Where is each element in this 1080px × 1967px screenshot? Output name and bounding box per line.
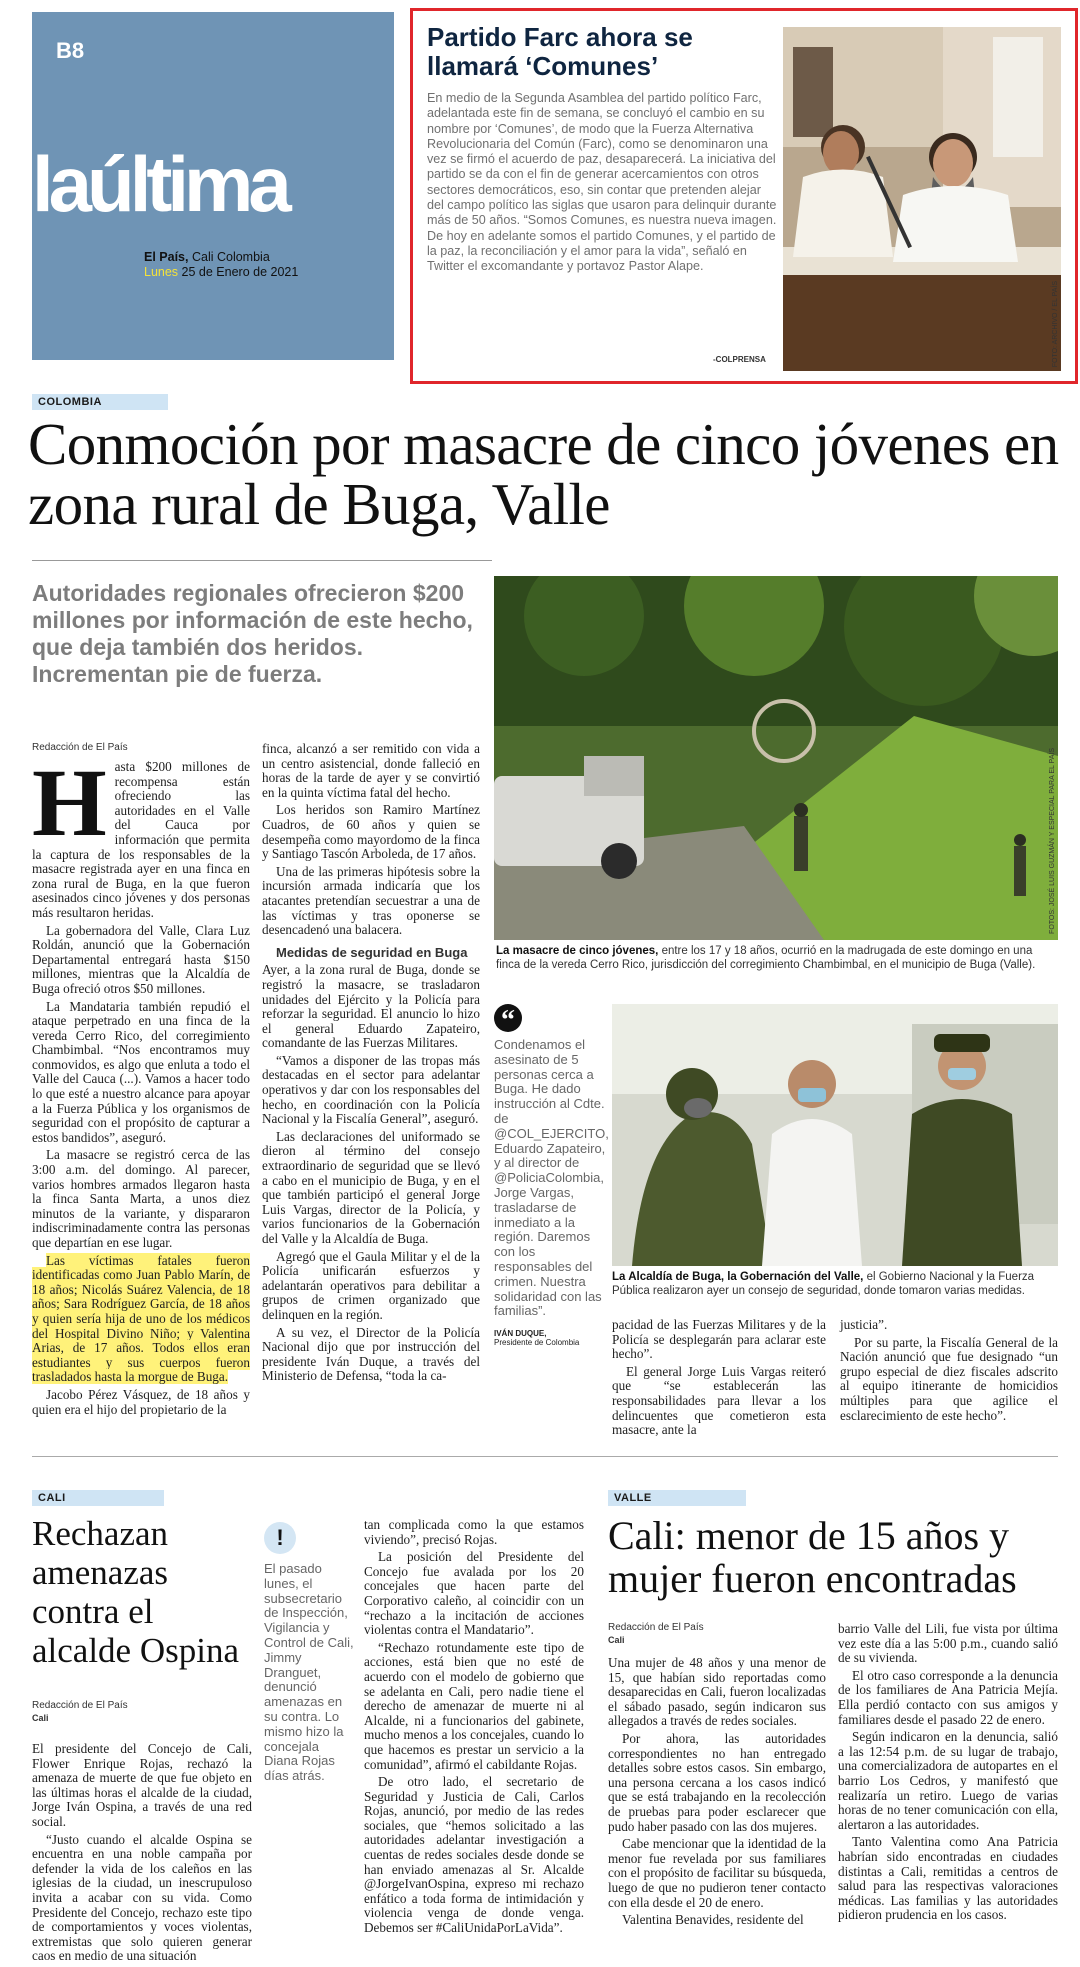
farc-photo bbox=[783, 27, 1061, 371]
main-paragraph: Las declaraciones del uniformado se dieron al término del consejo extraordinario de seguridad que se llevó a cabo en el municipio de Buga, y en el que también participó el general Jorge Luis Vargas, director de la Policía, y varios funcionarios de la Gobernación del Valle y la Alcaldía de Buga. bbox=[262, 1128, 480, 1246]
farc-source: -COLPRENSA bbox=[713, 355, 766, 364]
caption-lead: La Alcaldía de Buga, la Gobernación del Valle, bbox=[612, 1271, 864, 1283]
valle-headline: Cali: menor de 15 años y mujer fueron encontradas bbox=[608, 1513, 1017, 1601]
main-photo-massacre bbox=[494, 576, 1058, 940]
caption-text: entre los 17 y 18 años, ocurrió en la madrugada de este domingo en una finca de la vereda Cerro Rico, jurisdicción del corregimiento Chambimbal, en el municipio de Buga (Valle). bbox=[496, 945, 1036, 971]
section-tag-colombia: COLOMBIA bbox=[32, 394, 168, 410]
cali-column-1 bbox=[32, 1742, 252, 1967]
main-paragraph: A su vez, el Director de la Policía Nacional dijo que por instrucción del presidente Iván Duque, a través del Ministerio de Defensa, “toda la ca- bbox=[262, 1324, 480, 1384]
main-paragraph: justicia”. bbox=[840, 1317, 888, 1332]
quote-role: Presidente de Colombia bbox=[494, 1338, 580, 1348]
meeting-photo-image bbox=[612, 1004, 1058, 1266]
section-tag-cali: CALI bbox=[32, 1490, 164, 1506]
farc-title: Partido Farc ahora se llamará ‘Comunes’ bbox=[427, 22, 693, 81]
section-logo: laúltima bbox=[32, 140, 287, 228]
main-headline: Conmoción por masacre de cinco jóvenes en zona rural de Buga, Valle bbox=[28, 411, 1059, 537]
cali-paragraph: “Rechazo rotundamente este tipo de acciones, está bien que no esté de acuerdo con el modelo de gobierno que se adelanta en Cali, pero nadie tiene el derecho de amenazar de muerte ni al Alcalde, ni a funcionarios del gabinete, mucho menos a los concejales, cuando lo que hacemos es prestar un servicio a la comunidad”, afirmó el cabildante Rojas. bbox=[364, 1639, 584, 1772]
edition-day: Lunes bbox=[144, 265, 179, 279]
main-paragraph: Agregó que el Gaula Militar y el de la Policía unificarán esfuerzos y adelantarán operativos para debilitar a grupos de crimen organizado que delinquen en la región. bbox=[262, 1248, 480, 1322]
valle-paragraph: barrio Valle del Lili, fue vista por última vez este día a las 5:00 p.m., cuando salió de su vivienda. bbox=[838, 1621, 1058, 1666]
meeting-photo-caption bbox=[612, 1270, 1058, 1298]
cali-paragraph: “Justo cuando el alcalde Ospina se encuentra en una noble campaña por defender la vida de los caleños en las iglesias de la ciudad, un inescrupuloso invita a acabar con su vida. Como Presidente del Concejo, rechazo este tipo de comportamientos y voces violentas, extremistas que solo quieren generar caos en medio de una situación bbox=[32, 1831, 252, 1964]
main-byline: Redacción de El País bbox=[32, 742, 128, 753]
main-paragraph: Una de las primeras hipótesis sobre la incursión armada indicaría que los atacantes pretendían secuestrar a una de las víctimas y tras oponerse se desencadenó una balacera. bbox=[262, 863, 480, 938]
valle-paragraph: Valentina Benavides, residente del bbox=[622, 1912, 804, 1928]
main-paragraph: Los heridos son Ramiro Martínez Cuadros, de 60 años y quien se desempeña como mayordomo de la finca y Santiago Tascón Arboleda, de 17 años. bbox=[262, 802, 480, 862]
valle-column-1 bbox=[608, 1656, 826, 1931]
byline-name: Redacción de El País bbox=[32, 1700, 128, 1711]
cali-headline: Rechazan amenazas contra el alcalde Ospina bbox=[32, 1514, 239, 1670]
farc-photo-credit: FOTO: ARCHIVO / EL PAÍS bbox=[1052, 280, 1059, 367]
page-number: B8 bbox=[56, 38, 85, 63]
cali-paragraph: De otro lado, el secretario de Seguridad y Justicia de Cali, Carlos Rojas, anunció, por medio de las redes sociales, que “hemos solicitado a las autoridades adelantar investigación a cuentas de redes sociales desde donde se han enviado amenazas al Sr. Alcalde @JorgeIvanOspina, expreso mi rechazo enfático a toda forma de intimidación y violencia venga de donde venga. Debemos ser #CaliUnidaPorLaVida”. bbox=[364, 1774, 584, 1936]
quote-text: Condenamos el asesinato de 5 personas cerca a Buga. He dado instrucción al Cdte. de @COL_EJERCITO, Eduardo Zapateiro, y al director de @PoliciaColombia, Jorge Vargas, trasladarse de inmediato a la región. Daremos con los responsables del crimen. Nuestra solidaridad con las familias”. bbox=[494, 1037, 609, 1319]
exclamation-icon: ! bbox=[264, 1522, 296, 1554]
valle-paragraph: Una mujer de 48 años y una menor de 15, que habían sido reportadas como desaparecidas en Cali, fueron localizadas el sábado pasado, según indicaron sus allegados a través de redes sociales. bbox=[608, 1655, 826, 1729]
paper-name: El País, bbox=[144, 250, 189, 264]
main-photo-meeting bbox=[612, 1004, 1058, 1266]
main-paragraph: pacidad de las Fuerzas Militares y de la Policía se desplegarán para aclarar este hecho”. bbox=[612, 1317, 826, 1362]
section-tag-valle: VALLE bbox=[608, 1490, 746, 1506]
cali-byline bbox=[32, 1700, 128, 1724]
paper-city: Cali Colombia bbox=[191, 250, 270, 264]
valle-paragraph: El otro caso corresponde a la denuncia de los familiares de Ana Patricia Mejía. Ella perdió contacto con sus amigos y familiares desde el pasado 22 de enero. bbox=[838, 1667, 1058, 1727]
main-paragraph: Por su parte, la Fiscalía General de la Nación anunció que fue designado “un grupo especial de diez fiscales adscrito al equipo itinerante de homicidios múltiples para que agilice el esclarecimiento de este hecho”. bbox=[840, 1334, 1058, 1423]
cali-paragraph: El presidente del Concejo de Cali, Flower Enrique Rojas, rechazó la amenaza de muerte de que fue objeto en las últimas horas el alcalde de la ciudad, Jorge Iván Ospina, a través de una red social. bbox=[32, 1741, 252, 1829]
main-paragraph: La gobernadora del Valle, Clara Luz Roldán, anunció que la Gobernación Departamental entregará hasta $150 millones, mientras que la Alcaldía de Buga ofreció otros $50 millones. bbox=[32, 922, 250, 996]
quote-icon: “ bbox=[494, 1004, 522, 1032]
headline-rule bbox=[32, 560, 492, 561]
main-paragraph-highlighted bbox=[32, 1254, 250, 1385]
byline-city: Cali bbox=[32, 1713, 49, 1723]
main-column-4 bbox=[840, 1318, 1058, 1426]
main-photo-image bbox=[494, 576, 1058, 940]
main-column-1 bbox=[32, 749, 250, 1420]
cali-column-2 bbox=[364, 1518, 584, 1939]
quote-box bbox=[494, 1004, 609, 1384]
main-column-2 bbox=[262, 742, 480, 1387]
highlighted-text: Las víctimas fatales fueron identificadas como Juan Pablo Marín, de 18 años; Nicolás Suárez Valencia, de 18 años; Sara Rodríguez García, de 18 años y quien sería hija de uno de los médicos del Hospital Divino Niño; y Valentina Arias, de 17 años. Todos ellos eran estudiantes y sus cuerpos fueron trasladados hasta la morgue de Buga. bbox=[32, 1252, 250, 1385]
main-paragraph: Jacobo Pérez Vásquez, de 18 años y quien era el hijo del propietario de la bbox=[32, 1386, 250, 1417]
subheading: Medidas de seguridad en Buga bbox=[276, 944, 468, 960]
cali-paragraph: tan complicada como la que estamos viviendo”, precisó Rojas. bbox=[364, 1517, 584, 1547]
main-paragraph: La Mandataria también repudió el ataque perpetrado en una finca de la vereda Cerro Rico, del corregimiento Chambimbal. “Nos encontramos muy conmovidos, es algo que enluta a todo el Valle del Cauca (...). Vamos a hacer todo lo que esté a nuestro alcance para apoyar a la Fuerza Pública y los organismos de seguridad con el propósito de capturar a estos bandidos”, aseguró. bbox=[32, 998, 250, 1145]
valle-paragraph: Según indicaron en la denuncia, salió a las 12:54 p.m. de su lugar de trabajo, una comercializadora de autopartes en el barrio Los Cedros, y manifestó que realizaría un retiro. Luego de varias horas de no tener comunicación con ella, alertaron a las autoridades. bbox=[838, 1729, 1058, 1832]
main-column-3 bbox=[612, 1318, 826, 1441]
byline-name: Redacción de El País bbox=[608, 1622, 704, 1633]
side-note-text: El pasado lunes, el subsecretario de Inspección, Vigilancia y Control de Cali, Jimmy Dranguet, denunció amenazas en su contra. Lo mismo hizo la concejala Diana Rojas días atrás. bbox=[264, 1561, 354, 1784]
quote-author: IVÁN DUQUE, bbox=[494, 1329, 547, 1339]
main-photo-credit: FOTOS: JOSÉ LUIS GUZMÁN Y ESPECIAL PARA EL PAÍS bbox=[1049, 748, 1056, 934]
farc-box bbox=[410, 8, 1078, 384]
caption-text: el Gobierno Nacional y la Fuerza Pública realizaron ayer un consejo de seguridad, donde tomaron varias medidas. bbox=[612, 1271, 1035, 1297]
section-divider bbox=[32, 1456, 1058, 1457]
farc-photo-image bbox=[783, 27, 1061, 371]
farc-body: En medio de la Segunda Asamblea del partido político Farc, adelantada este fin de semana, se concluyó el cambio en su nombre por ‘Comunes’, de modo que la Fuerza Alternativa Revolucionaria del Común (Farc), como se denominaron una vez se firmó el acuerdo de paz, desaparecerá. La iniciativa del partido se da con el fin de generar acercamientos con otros sectores democráticos, eso, sin contar que pretenden alejar del campo político las siglas que usaron para delinquir durante más de 50 años. “Somos Comunes, es nuestra nueva imagen. De hoy en adelante somos el partido Comunes, y el partido de la paz, la reconciliación y el amor para la vida”, señaló en Twitter el excomandante y portavoz Pastor Alape. bbox=[427, 91, 777, 274]
section-box bbox=[32, 12, 394, 360]
edition-date: 25 de Enero de 2021 bbox=[181, 265, 299, 279]
cali-side-note bbox=[264, 1522, 356, 1784]
main-photo-caption bbox=[496, 944, 1058, 972]
main-paragraph: Ayer, a la zona rural de Buga, donde se registró la masacre, se trasladaron unidades del Ejército y la Policía para reforzar la seguridad. El anuncio lo hizo el general Eduardo Zapateiro, comandante de las Fuerzas Militares. bbox=[262, 962, 480, 1051]
main-paragraph: La masacre se registró cerca de las 3:00 a.m. del domingo. Al parecer, varios hombres armados llegaron hasta la finca Santa Marta, a unos diez minutos de la variante, y dispararon indiscriminadamente contra las personas que departían en ese lugar. bbox=[32, 1147, 250, 1250]
caption-lead: La masacre de cinco jóvenes, bbox=[496, 945, 659, 957]
valle-paragraph: Cabe mencionar que la identidad de la menor fue revelada por sus familiares con el propósito de facilitar su búsqueda, luego de que no pudieron tener contacto con ella desde el 20 de enero. bbox=[608, 1836, 826, 1910]
valle-paragraph: Por ahora, las autoridades correspondientes no han entregado detalles sobre estos casos. Sin embargo, una persona cercana a los casos indicó que se está trabajando en la recolección de pruebas para poder esclarecer que pudo haber pasado con las dos mujeres. bbox=[608, 1730, 826, 1834]
main-deck: Autoridades regionales ofrecieron $200 millones por información de este hecho, que deja también dos heridos. Incrementan pie de fuerza. bbox=[32, 580, 473, 687]
edition-line bbox=[144, 250, 298, 280]
main-paragraph: finca, alcanzó a ser remitido con vida a un centro asistencial, donde falleció en horas de la tarde de ayer y se convirtió en la quinta víctima fatal del hecho. bbox=[262, 741, 480, 800]
drop-cap: H bbox=[32, 749, 107, 856]
main-paragraph: “Vamos a disponer de las tropas más destacadas en el sector para adelantar operativos y dar con los responsables del hecho, en coordinación con la Policía Nacional y la Fiscalía General”, aseguró. bbox=[262, 1052, 480, 1127]
valle-column-2 bbox=[838, 1622, 1058, 1926]
valle-byline bbox=[608, 1622, 704, 1646]
main-paragraph: El general Jorge Luis Vargas reiteró que “se establecerán las responsabilidades para llevar a los delincuentes que cometieron esta masacre, ante la bbox=[612, 1363, 826, 1438]
valle-paragraph: Tanto Valentina como Ana Patricia habrían sido encontradas en ciudades distintas a Cali, remitidas a centros de salud para las respectivas valoraciones médicas. Las familias y las autoridades pidieron prudencia en los casos. bbox=[838, 1834, 1058, 1923]
byline-city: Cali bbox=[608, 1635, 625, 1645]
main-paragraph: asta $200 millones de recompensa están ofreciendo las autoridades en el Valle del Cauca por información que permita la captura de los responsables de la masacre registrada ayer en una finca en zona rural de Buga, en la que fueron asesinados cinco jóvenes y dos personas más resultaron heridas. bbox=[32, 759, 250, 920]
cali-paragraph: La posición del Presidente del Concejo fue avalada por los 20 concejales que hacen parte del Corporativo caleño, al coincidir con un “rechazo a la incitación de acciones violentas contra el Mandatario”. bbox=[364, 1549, 584, 1638]
